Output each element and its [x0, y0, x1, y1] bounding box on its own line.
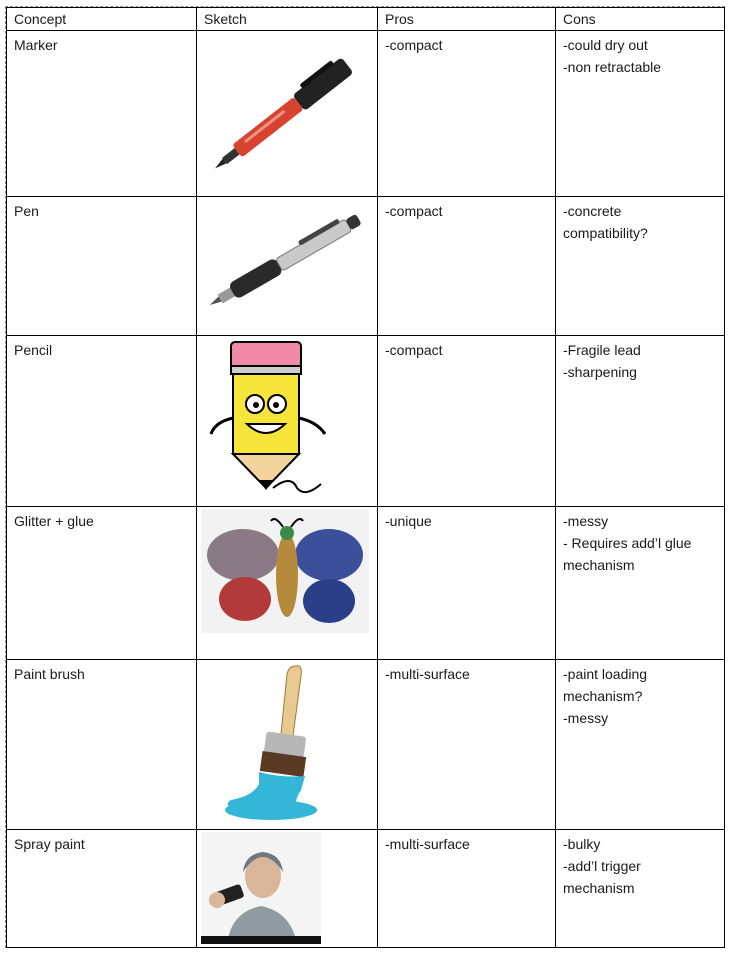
- cons-line: compatibility?: [563, 225, 648, 241]
- cons-line: -could dry out: [563, 37, 648, 53]
- cons-line: mechanism?: [563, 688, 643, 704]
- pros-cell: -compact: [378, 197, 556, 336]
- cartoon-pencil-sketch-icon: [201, 338, 371, 502]
- marker-sketch-icon: [201, 33, 371, 191]
- sketch-cell: [197, 197, 378, 336]
- cons-line: -sharpening: [563, 364, 637, 380]
- concept-cell: Pencil: [7, 336, 197, 507]
- glitter-butterfly-sketch-icon: [201, 509, 371, 637]
- pros-cell: -compact: [378, 336, 556, 507]
- cons-cell: [556, 197, 725, 336]
- table-row: [7, 336, 725, 507]
- cons-line: -paint loading: [563, 666, 648, 682]
- pros-cell: -multi-surface: [378, 660, 556, 830]
- sketch-cell: [197, 830, 378, 948]
- sketch-cell: [197, 31, 378, 197]
- paint-brush-sketch-icon: [201, 662, 371, 824]
- cons-cell: [556, 660, 725, 830]
- pros-cell: -multi-surface: [378, 830, 556, 948]
- header-pros: Pros: [378, 8, 556, 31]
- concept-cell: Glitter + glue: [7, 507, 197, 660]
- cons-cell: [556, 507, 725, 660]
- cons-line: -bulky: [563, 836, 601, 852]
- cons-line: -Fragile lead: [563, 342, 641, 358]
- sketch-cell: [197, 336, 378, 507]
- spray-paint-photo-icon: [201, 832, 371, 944]
- table-header-row: [7, 8, 725, 31]
- cons-line: - Requires add’l glue: [563, 535, 692, 551]
- sketch-cell: [197, 507, 378, 660]
- cons-cell: [556, 336, 725, 507]
- table-row: [7, 197, 725, 336]
- pros-cell: -unique: [378, 507, 556, 660]
- table-row: [7, 830, 725, 948]
- table-row: [7, 31, 725, 197]
- cons-line: -non retractable: [563, 59, 662, 75]
- sketch-cell: [197, 660, 378, 830]
- cons-cell: [556, 830, 725, 948]
- header-concept: Concept: [7, 8, 197, 31]
- cons-line: mechanism: [563, 880, 635, 896]
- concept-cell: Paint brush: [7, 660, 197, 830]
- concept-table: [6, 7, 725, 948]
- pen-sketch-icon: [201, 199, 371, 331]
- table-row: [7, 660, 725, 830]
- header-cons: Cons: [556, 8, 725, 31]
- cons-line: -add’l trigger: [563, 858, 641, 874]
- cons-cell: [556, 31, 725, 197]
- cons-line: -concrete: [563, 203, 622, 219]
- concept-cell: Spray paint: [7, 830, 197, 948]
- cons-line: -messy: [563, 513, 609, 529]
- header-sketch: Sketch: [197, 8, 378, 31]
- cons-line: mechanism: [563, 557, 635, 573]
- concept-cell: Marker: [7, 31, 197, 197]
- table-row: [7, 507, 725, 660]
- pros-cell: -compact: [378, 31, 556, 197]
- concept-cell: Pen: [7, 197, 197, 336]
- cons-line: -messy: [563, 710, 609, 726]
